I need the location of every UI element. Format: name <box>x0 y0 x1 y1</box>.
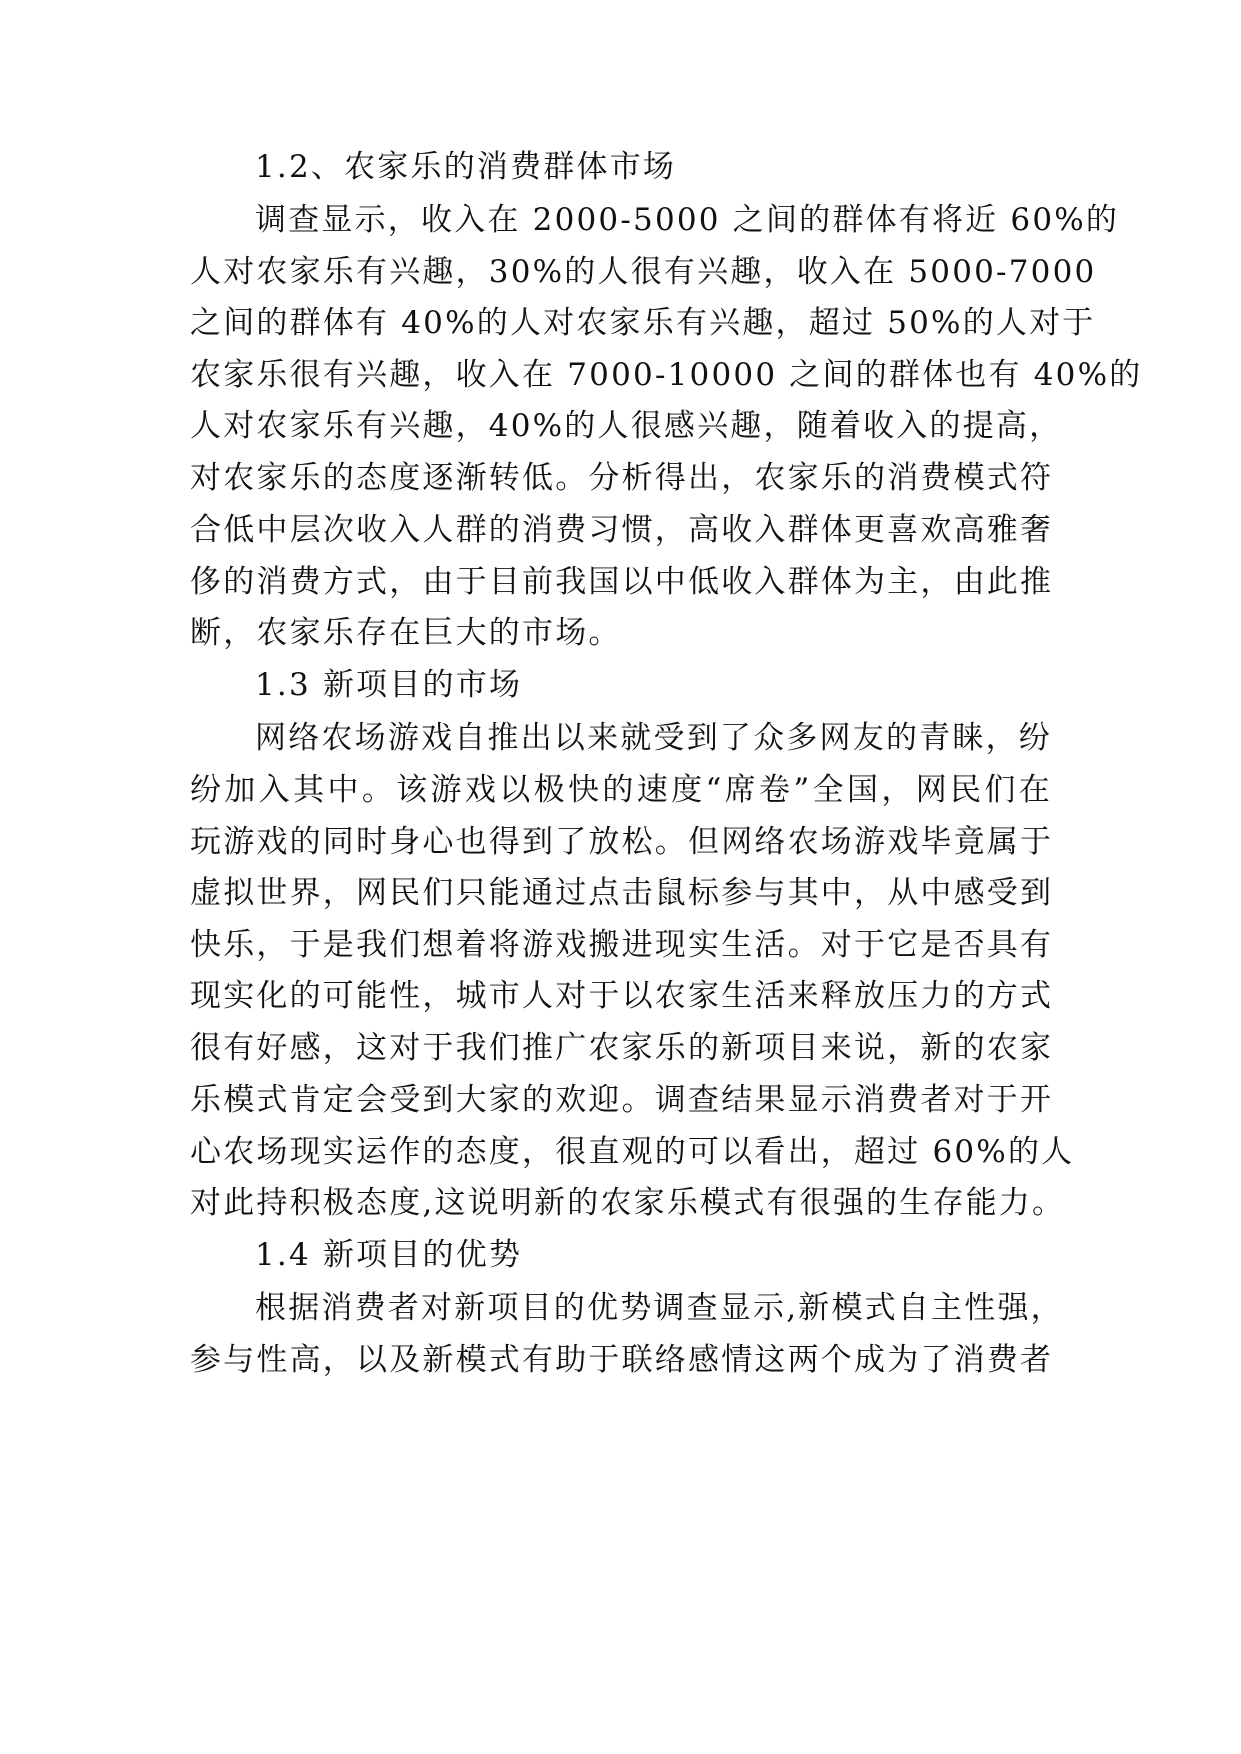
section-heading-1-3: 1.3 新项目的市场 <box>255 667 523 703</box>
paragraph-line: 人对农家乐有兴趣，30%的人很有兴趣，收入在 5000-7000 <box>190 254 1097 290</box>
paragraph-line: 断，农家乐存在巨大的市场。 <box>190 615 622 651</box>
paragraph-line: 纷加入其中。该游戏以极快的速度“席卷”全国，网民们在 <box>190 772 1052 808</box>
section-heading-1-2: 1.2、农家乐的消费群体市场 <box>255 149 677 185</box>
paragraph-line: 人对农家乐有兴趣，40%的人很感兴趣，随着收入的提高， <box>190 408 1063 444</box>
paragraph-line: 之间的群体有 40%的人对农家乐有兴趣，超过 50%的人对于 <box>190 305 1096 341</box>
paragraph-line: 对农家乐的态度逐渐转低。分析得出，农家乐的消费模式符 <box>190 460 1054 496</box>
paragraph-line: 快乐，于是我们想着将游戏搬进现实生活。对于它是否具有 <box>190 927 1054 963</box>
paragraph-line: 虚拟世界，网民们只能通过点击鼠标参与其中，从中感受到 <box>190 875 1054 911</box>
paragraph-line: 对此持积极态度,这说明新的农家乐模式有很强的生存能力。 <box>190 1185 1066 1221</box>
paragraph-line: 调查显示，收入在 2000-5000 之间的群体有将近 60%的 <box>255 202 1120 238</box>
paragraph-line: 乐模式肯定会受到大家的欢迎。调查结果显示消费者对于开 <box>190 1082 1054 1118</box>
paragraph-line: 现实化的可能性，城市人对于以农家生活来释放压力的方式 <box>190 978 1054 1014</box>
paragraph-line: 农家乐很有兴趣，收入在 7000-10000 之间的群体也有 40%的 <box>190 357 1143 393</box>
paragraph-line: 侈的消费方式，由于目前我国以中低收入群体为主，由此推 <box>190 564 1054 600</box>
paragraph-line: 心农场现实运作的态度，很直观的可以看出，超过 60%的人 <box>190 1134 1075 1170</box>
paragraph-line: 参与性高，以及新模式有助于联络感情这两个成为了消费者 <box>190 1342 1054 1378</box>
paragraph-line: 根据消费者对新项目的优势调查显示,新模式自主性强， <box>255 1290 1064 1326</box>
paragraph-line: 网络农场游戏自推出以来就受到了众多网友的青睐，纷 <box>255 720 1052 756</box>
section-heading-1-4: 1.4 新项目的优势 <box>255 1237 523 1273</box>
paragraph-line: 很有好感，这对于我们推广农家乐的新项目来说，新的农家 <box>190 1030 1054 1066</box>
paragraph-line: 玩游戏的同时身心也得到了放松。但网络农场游戏毕竟属于 <box>190 824 1054 860</box>
paragraph-line: 合低中层次收入人群的消费习惯，高收入群体更喜欢高雅奢 <box>190 512 1054 548</box>
